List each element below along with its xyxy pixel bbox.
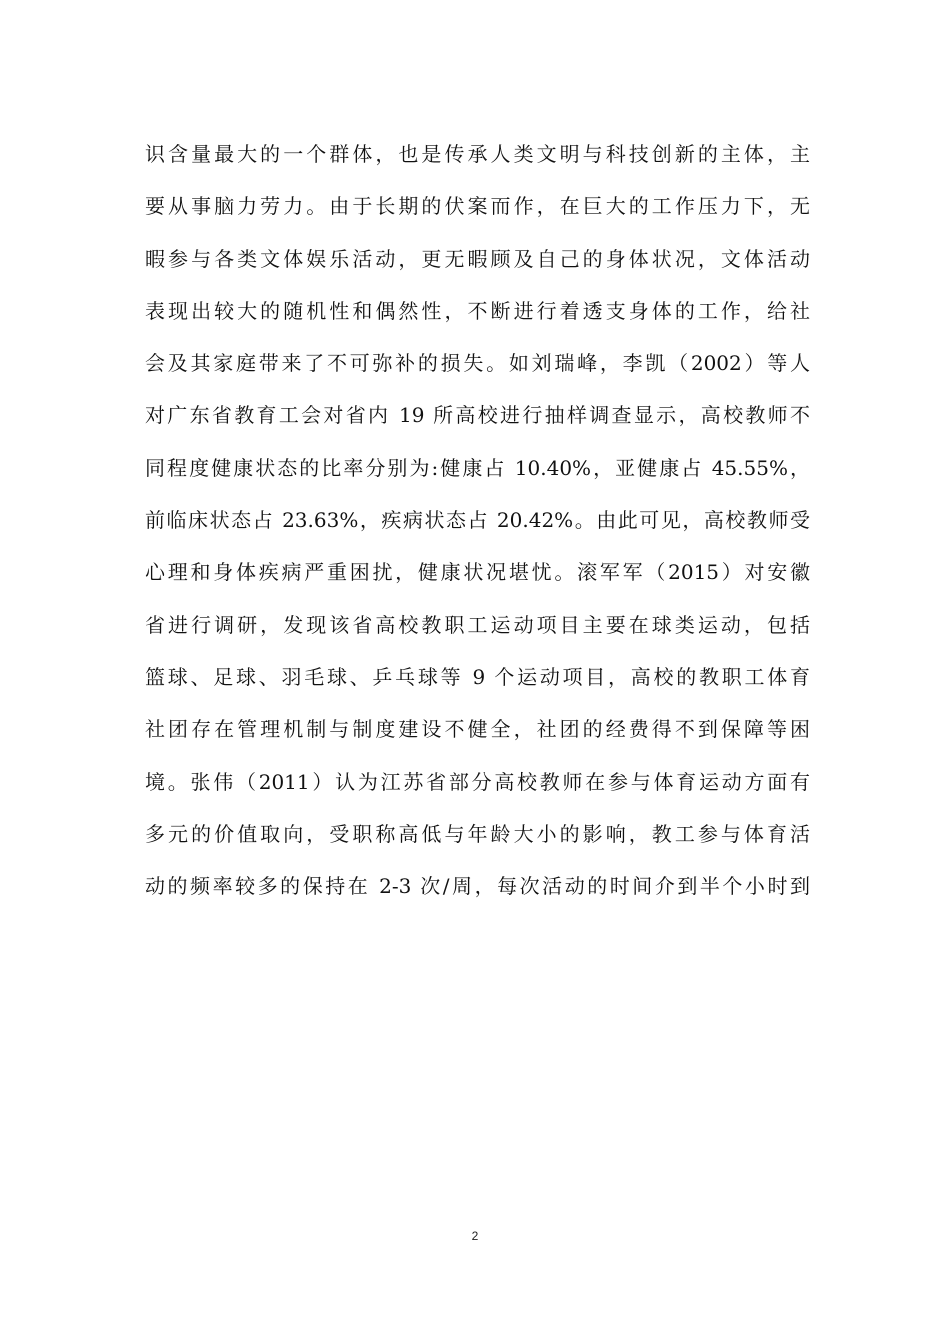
text-line: 境。张伟（2011）认为江苏省部分高校教师在参与体育运动方面有: [145, 769, 810, 794]
text-line: 会及其家庭带来了不可弥补的损失。如刘瑞峰，李凯（2002）等人: [145, 351, 810, 376]
text-line: 篮球、足球、羽毛球、乒乓球等 9 个运动项目，高校的教职工体育: [145, 664, 810, 689]
body-text: [145, 128, 810, 912]
text-line: 同程度健康状态的比率分别为:健康占 10.40%，亚健康占 45.55%，: [145, 455, 810, 480]
text-line: 对广东省教育工会对省内 19 所高校进行抽样调查显示，高校教师不: [145, 403, 810, 428]
text-line: 前临床状态占 23.63%，疾病状态占 20.42%。由此可见，高校教师受: [145, 508, 810, 533]
text-line: 社团存在管理机制与制度建设不健全，社团的经费得不到保障等困: [145, 717, 810, 742]
text-line: 识含量最大的一个群体，也是传承人类文明与科技创新的主体，主: [145, 142, 810, 166]
text-line: 要从事脑力劳力。由于长期的伏案而作，在巨大的工作压力下，无: [145, 194, 810, 219]
text-line: 心理和身体疾病严重困扰，健康状况堪忧。滚军军（2015）对安徽: [145, 560, 810, 585]
text-line: 暇参与各类文体娱乐活动，更无暇顾及自己的身体状况，文体活动: [145, 246, 810, 271]
text-line: 多元的价值取向，受职称高低与年龄大小的影响，教工参与体育活: [145, 821, 810, 846]
page-number: 2: [471, 1229, 479, 1243]
text-line: 动的频率较多的保持在 2-3 次/周，每次活动的时间介到半个小时到: [145, 874, 810, 899]
text-line: 表现出较大的随机性和偶然性，不断进行着透支身体的工作，给社: [145, 298, 810, 323]
text-line: 省进行调研，发现该省高校教职工运动项目主要在球类运动，包括: [145, 612, 810, 637]
